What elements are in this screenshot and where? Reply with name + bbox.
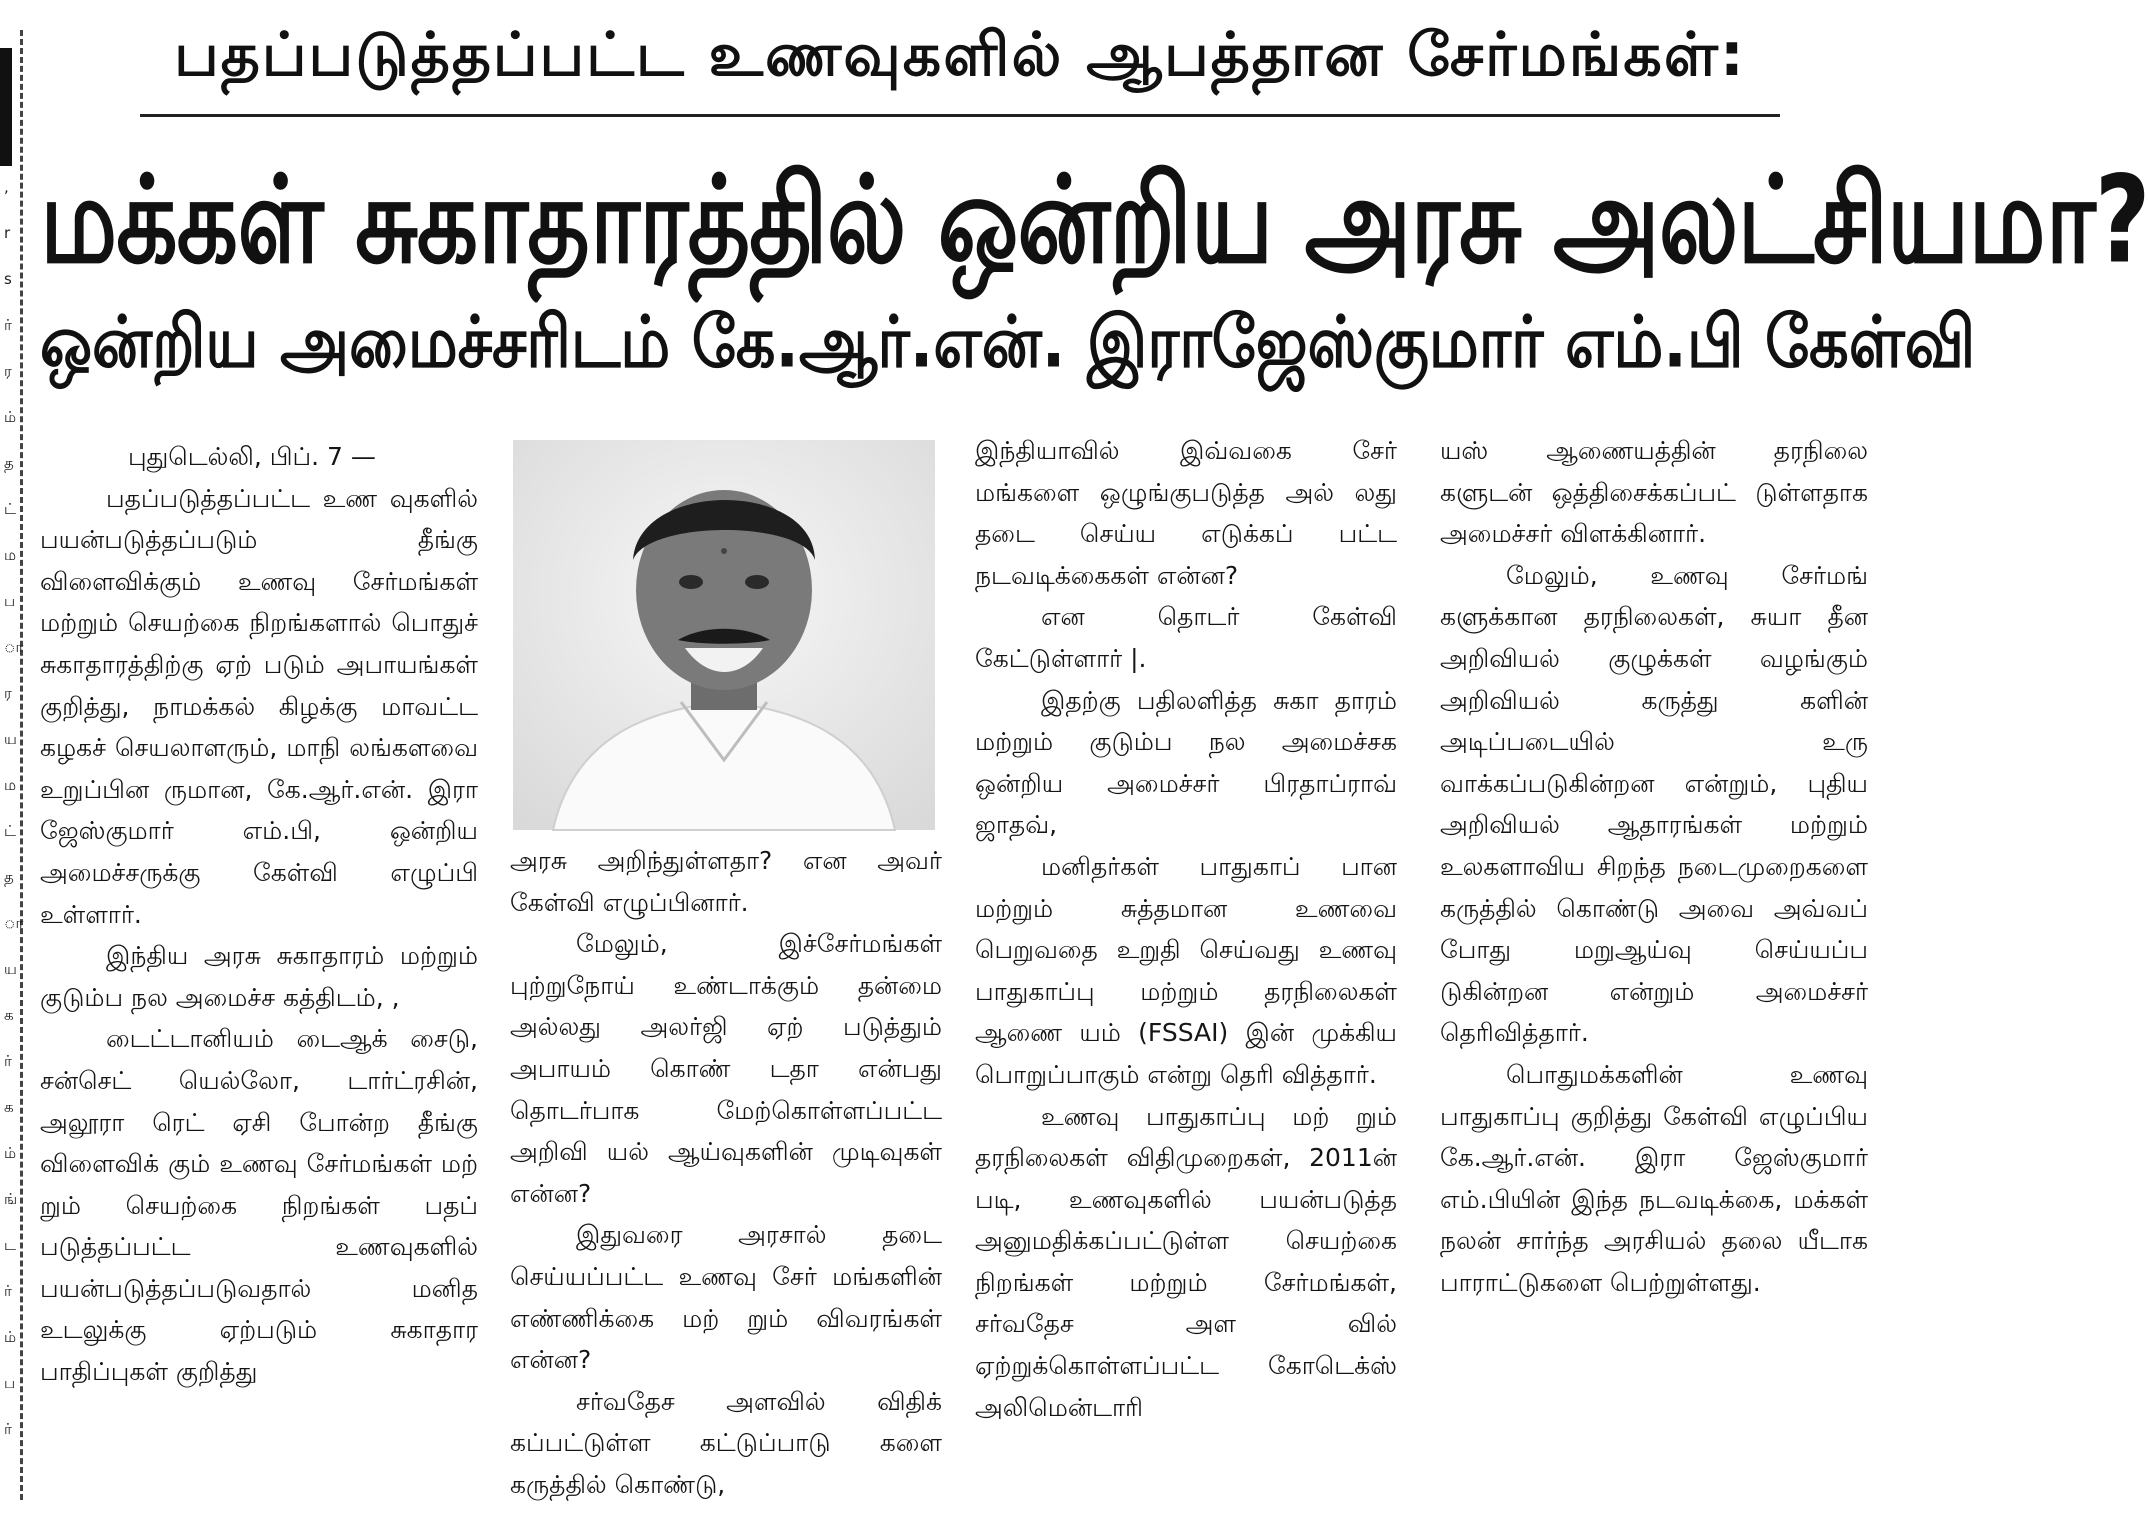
paragraph: உணவு பாதுகாப்பு மற் றும் தரநிலைகள் விதிமுறைகள், 2011ன் படி, உணவுகளில் பயன்படுத்த அனுமதிக்கப்பட்டுள்ள செயற்கை நிறங்கள் மற்றும் சேர்மங்கள், சர்வதேச அள வில் ஏற்றுக்கொள்ளப்பட்ட கோடெக்ஸ் அலிமென்டாரி [975, 1101, 1397, 1422]
paragraph: மேலும், உணவு சேர்மங் களுக்கான தரநிலைகள், சுயா தீன அறிவியல் குழுக்கள் வழங்கும் அறிவியல் கருத்து களின் அடிப்படையில் உரு வாக்கப்படுகின்றன என்றும், புதிய அறிவியல் ஆதாரங்கள் மற்றும் உலகளாவிய சிறந்த நடைமுறைகளை கருத்தில் கொண்டு அவை அவ்வப் போது மறுஆய்வு செய்யப்ப டுகின்றன என்றும் அமைச்சர் தெரிவித்தார். [1440, 560, 1868, 1048]
paragraph: அரசு அறிந்துள்ளதா? என அவர் கேள்வி எழுப்பினார். [510, 846, 942, 917]
edge-text-fragment: ங் [4, 1190, 18, 1208]
edge-text-fragment: ட [4, 1236, 16, 1254]
headline-kicker: பதப்படுத்தப்பட்ட உணவுகளில் ஆபத்தான சேர்மங்கள்: [174, 20, 1746, 90]
edge-text-fragment: ம [4, 546, 17, 564]
edge-text-fragment: க [4, 1098, 14, 1116]
paragraph: டைட்டானியம் டைஆக் சைடு, சன்செட் யெல்லோ, டார்ட்ரசின், அலூரா ரெட் ஏசி போன்ற தீங்கு விளைவிக் கும் உணவு சேர்மங்கள் மற் றும் செயற்கை நிறங்கள் பதப் படுத்தப்பட்ட உணவுகளில் பயன்படுத்தப்படுவதால் மனித உடலுக்கு ஏற்படும் சுகாதார பாதிப்புகள் குறித்து [40, 1024, 478, 1387]
paragraph: என தொடர் கேள்வி கேட்டுள்ளார் |. [975, 602, 1397, 673]
edge-text-fragment: s [4, 270, 12, 288]
paragraph: இதற்கு பதிலளித்த சுகா தாரம் மற்றும் குடும்ப நல அமைச்சக ஒன்றிய அமைச்சர் பிரதாப்ராவ் ஜாதவ், [975, 685, 1397, 840]
edge-text-fragment: ா [4, 914, 24, 932]
paragraph: இதுவரை அரசால் தடை செய்யப்பட்ட உணவு சேர் மங்களின் எண்ணிக்கை மற் றும் விவரங்கள் என்ன? [510, 1220, 942, 1375]
clipping-left-edge [0, 0, 26, 1514]
edge-text-fragment: ம் [4, 1144, 17, 1162]
cut-line [20, 30, 23, 1500]
edge-text-fragment: ர [4, 684, 12, 702]
paragraph: யஸ் ஆணையத்தின் தரநிலை களுடன் ஒத்திசைக்கப்பட் டுள்ளதாக அமைச்சர் விளக்கினார். [1440, 436, 1868, 549]
headline-title: மக்கள் சுகாதாரத்தில் ஒன்றிய அரசு அலட்சியமா? [40, 150, 2149, 290]
edge-text-fragment: ப [4, 1374, 16, 1392]
headline-deck: ஒன்றிய அமைச்சரிடம் கே.ஆர்.என். இராஜேஸ்குமார் எம்.பி கேள்வி [40, 300, 1976, 384]
edge-text-fragment: ய [4, 730, 17, 748]
paragraph: மனிதர்கள் பாதுகாப் பான மற்றும் சுத்தமான உணவை பெறுவதை உறுதி செய்வது உணவு பாதுகாப்பு மற்றும் தரநிலைகள் ஆணை யம் (FSSAI) இன் முக்கிய பொறுப்பாகும் என்று தெரி வித்தார். [975, 851, 1397, 1089]
edge-text-fragment: ர் [4, 1420, 12, 1438]
paragraph: பொதுமக்களின் உணவு பாதுகாப்பு குறித்து கேள்வி எழுப்பிய கே.ஆர்.என். இரா ஜேஸ்குமார் எம்.பியின் இந்த நடவடிக்கை, மக்கள் நலன் சார்ந்த அரசியல் தலை யீடாக பாராட்டுகளை பெற்றுள்ளது. [1440, 1059, 1868, 1297]
edge-text-fragment: ம [4, 776, 17, 794]
edge-text-fragment: ட் [4, 822, 16, 840]
edge-text-fragment: ர் [4, 1282, 12, 1300]
edge-text-fragment: த [4, 454, 14, 472]
edge-text-fragment: ர் [4, 1052, 12, 1070]
edge-text-fragment: த [4, 868, 14, 886]
edge-text-fragment: ர [4, 362, 12, 380]
edge-text-fragment: க [4, 1006, 14, 1024]
edge-text-fragment: ம் [4, 1328, 17, 1346]
article-column-1 [40, 436, 478, 1393]
edge-text-fragment: ம் [4, 408, 17, 426]
edge-text-fragment: ட் [4, 500, 16, 518]
edge-text-fragment: ப [4, 592, 16, 610]
edge-text-fragment: ய [4, 960, 17, 978]
article-column-2 [510, 840, 942, 1506]
article-column-4 [1440, 430, 1868, 1303]
edge-text-fragment: r [4, 224, 11, 242]
headline-rule [140, 114, 1780, 117]
paragraph: சர்வதேச அளவில் விதிக் கப்பட்டுள்ள கட்டுப்பாடு களை கருத்தில் கொண்டு, [510, 1386, 942, 1499]
edge-text-fragment: ா [4, 638, 24, 656]
edge-black-bar [0, 48, 12, 166]
paragraph: இந்திய அரசு சுகாதாரம் மற்றும் குடும்ப நல அமைச்ச கத்திடம், , [40, 941, 478, 1012]
paragraph: பதப்படுத்தப்பட்ட உண வுகளில் பயன்படுத்தப்படும் தீங்கு விளைவிக்கும் உணவு சேர்மங்கள் மற்றும் செயற்கை நிறங்களால் பொதுச் சுகாதாரத்திற்கு ஏற் படும் அபாயங்கள் குறித்து, நாமக்கல் கிழக்கு மாவட்ட கழகச் செயலாளரும், மாநி லங்களவை உறுப்பின ருமான, கே.ஆர்.என். இரா ஜேஸ்குமார் எம்.பி, ஒன்றிய அமைச்சருக்கு கேள்வி எழுப்பி உள்ளார். [40, 483, 478, 929]
mp-portrait-photo [513, 440, 935, 830]
article-column-3 [975, 430, 1397, 1428]
paragraph: இந்தியாவில் இவ்வகை சேர் மங்களை ஒழுங்குபடுத்த அல் லது தடை செய்ய எடுக்கப் பட்ட நடவடிக்கைகள் என்ன? [975, 436, 1397, 590]
portrait-image [513, 440, 935, 830]
edge-text-fragment: ர் [4, 316, 12, 334]
edge-text-fragment: , [4, 178, 9, 196]
paragraph: மேலும், இச்சேர்மங்கள் புற்றுநோய் உண்டாக்கும் தன்மை அல்லது அலர்ஜி ஏற் படுத்தும் அபாயம் கொண் டதா என்பது தொடர்பாக மேற்கொள்ளப்பட்ட அறிவி யல் ஆய்வுகளின் முடிவுகள் என்ன? [510, 929, 942, 1208]
dateline: புதுடெல்லி, பிப். 7 — [128, 442, 376, 471]
